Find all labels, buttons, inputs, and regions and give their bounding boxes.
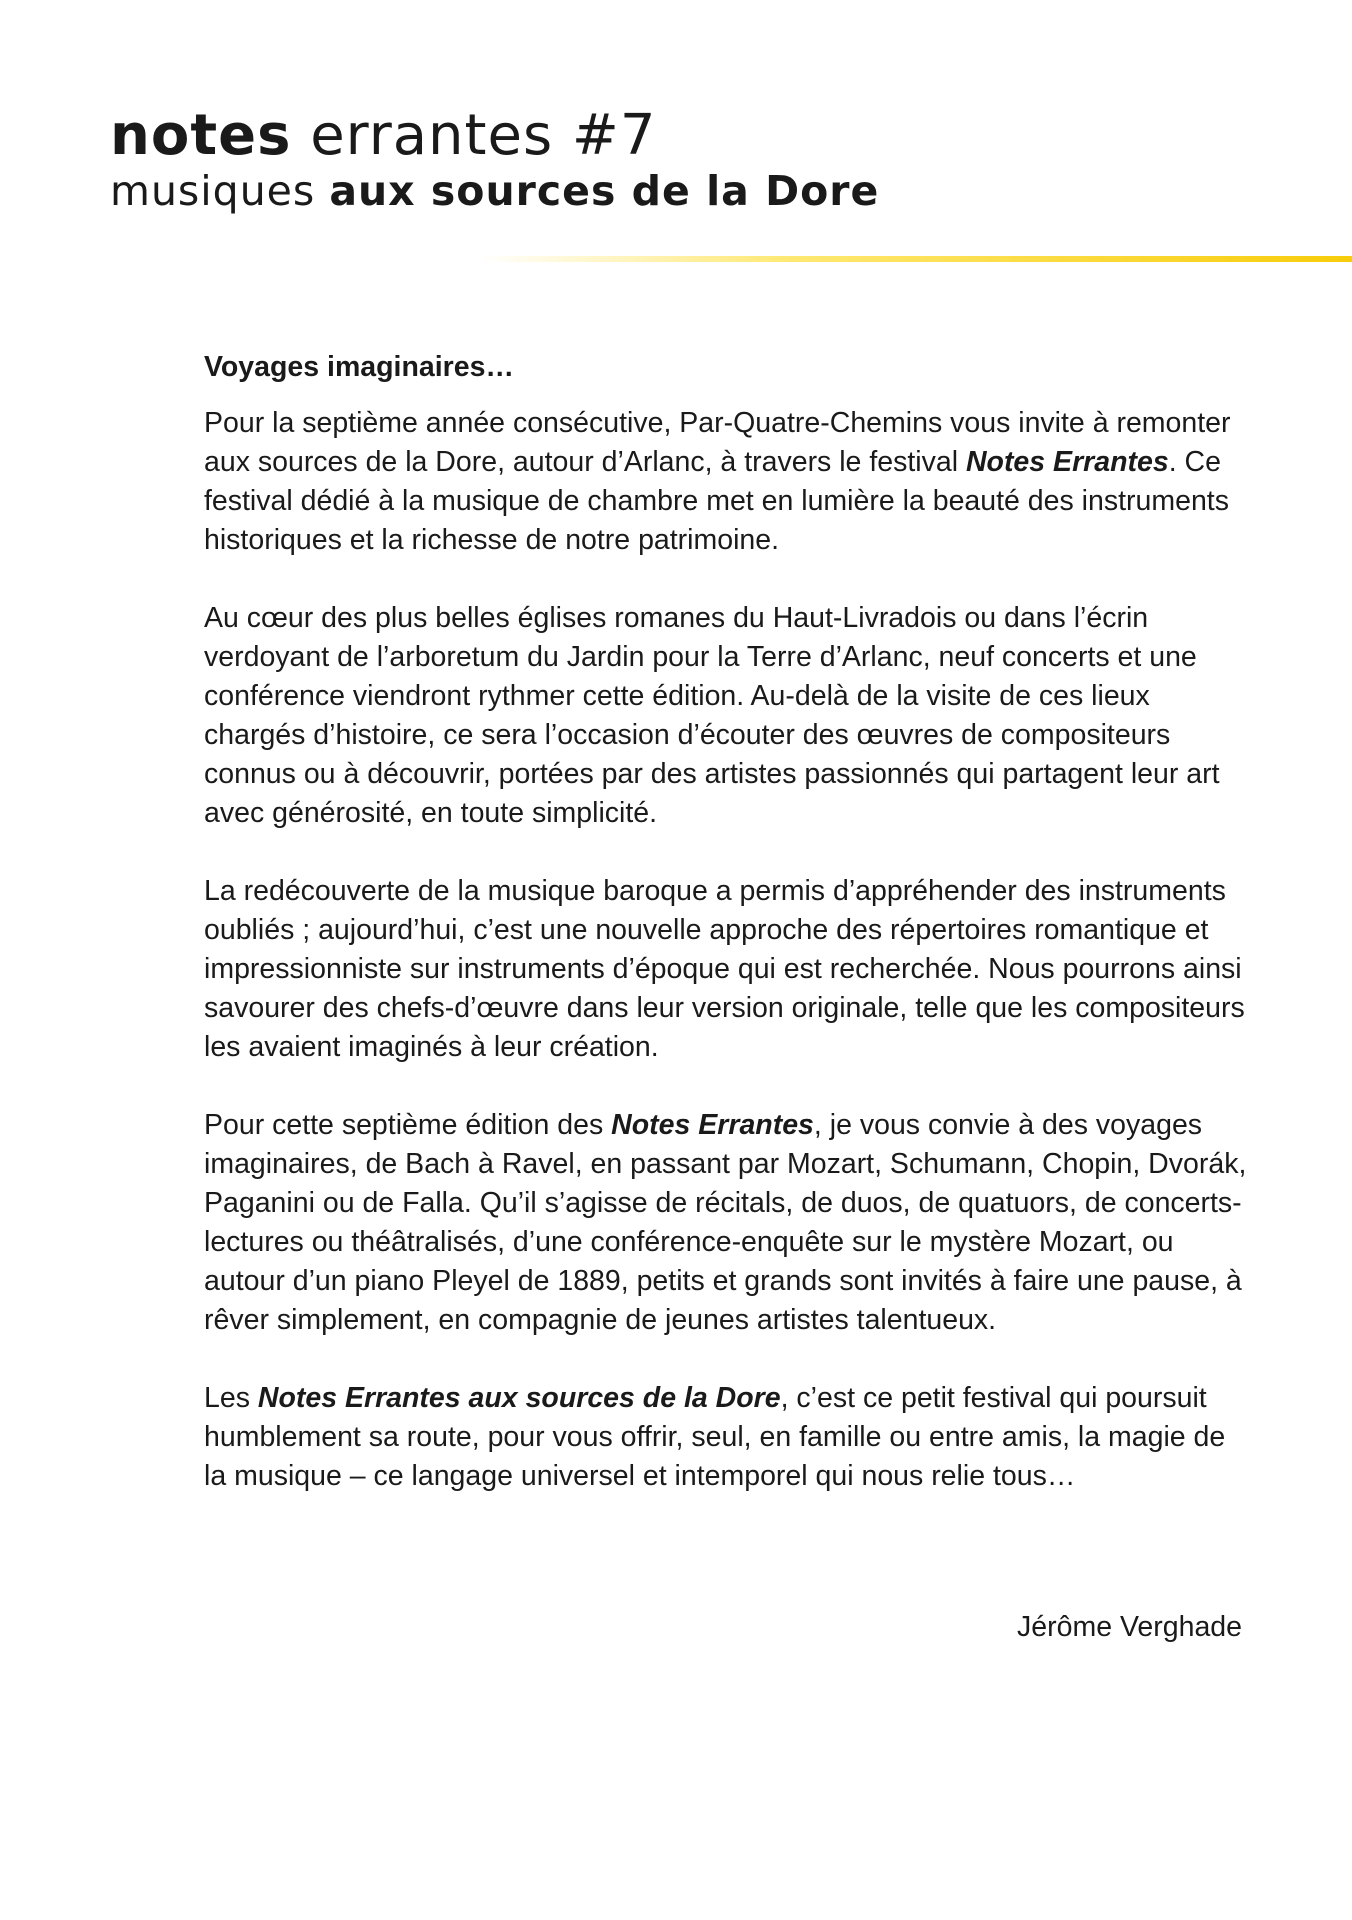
- paragraph-1: [204, 404, 1254, 560]
- title-rest: errantes #7: [291, 103, 657, 168]
- paragraph-1-text-c: . Ce festival dédié à la musique de chambre met en lumière la beauté des instruments historiques et la richesse de notre patrimoine.: [204, 446, 1229, 556]
- paragraph-5: [204, 1379, 1254, 1496]
- paragraph-4-text-c: , je vous convie à des voyages imaginaires, de Bach à Ravel, en passant par Mozart, Schumann, Chopin, Dvorák, Paganini ou de Falla. Qu’il s’agisse de récitals, de duos, de quatuors, de concerts-lectures ou théâtralisés, d’une conférence-enquête sur le mystère Mozart, ou autour d’un piano Pleyel de 1889, petits et grands sont invités à faire une pause, à rêver simplement, en compagnie de jeunes artistes talentueux.: [204, 1109, 1247, 1336]
- title-strong: notes: [110, 103, 292, 168]
- letter-heading: Voyages imaginaires…: [204, 351, 514, 383]
- subtitle-strong: aux sources de la Dore: [329, 167, 880, 215]
- signature: Jérôme Verghade: [1017, 1611, 1242, 1643]
- subtitle-light: musiques: [110, 167, 330, 215]
- paragraph-1-text-a: Pour la septième année consécutive, Par-Quatre-Chemins vous invite à remonter aux sources de la Dore, autour d’Arlanc, à travers le festival: [204, 407, 1231, 478]
- page-header: [110, 105, 879, 215]
- paragraph-4-text-a: Pour cette septième édition des: [204, 1109, 612, 1141]
- paragraph-2: Au cœur des plus belles églises romanes du Haut-Livradois ou dans l’écrin verdoyant de l’arboretum du Jardin pour la Terre d’Arlanc, neuf concerts et une conférence viendront rythmer cette édition. Au-delà de la visite de ces lieux chargés d’histoire, ce sera l’occasion d’écouter des œuvres de compositeurs connus ou à découvrir, portées par des artistes passionnés qui partagent leur art avec générosité, en toute simplicité.: [204, 602, 1220, 829]
- paragraph-3: La redécouverte de la musique baroque a permis d’appréhender des instruments oubliés ; aujourd’hui, c’est une nouvelle approche des répertoires romantique et impressionniste sur instruments d’époque qui est recherchée. Nous pourrons ainsi savourer des chefs-d’œuvre dans leur version originale, telle que les compositeurs les avaient imaginés à leur création.: [204, 875, 1245, 1063]
- paragraph-5-festival-name: Notes Errantes aux sources de la Dore: [257, 1382, 781, 1414]
- letter-body: [204, 348, 1254, 1535]
- paragraph-4-festival-name: Notes Errantes: [611, 1109, 814, 1141]
- page-title: [110, 105, 879, 167]
- paragraph-4: [204, 1106, 1254, 1340]
- page-subtitle: [110, 167, 879, 215]
- accent-divider: [480, 256, 1352, 262]
- paragraph-1-festival-name: Notes Errantes: [965, 446, 1169, 478]
- paragraph-5-text-c: , c’est ce petit festival qui poursuit humblement sa route, pour vous offrir, seul, en famille ou entre amis, la magie de la musique – ce langage universel et intemporel qui nous relie tous…: [204, 1382, 1226, 1492]
- paragraph-5-text-a: Les: [204, 1382, 258, 1414]
